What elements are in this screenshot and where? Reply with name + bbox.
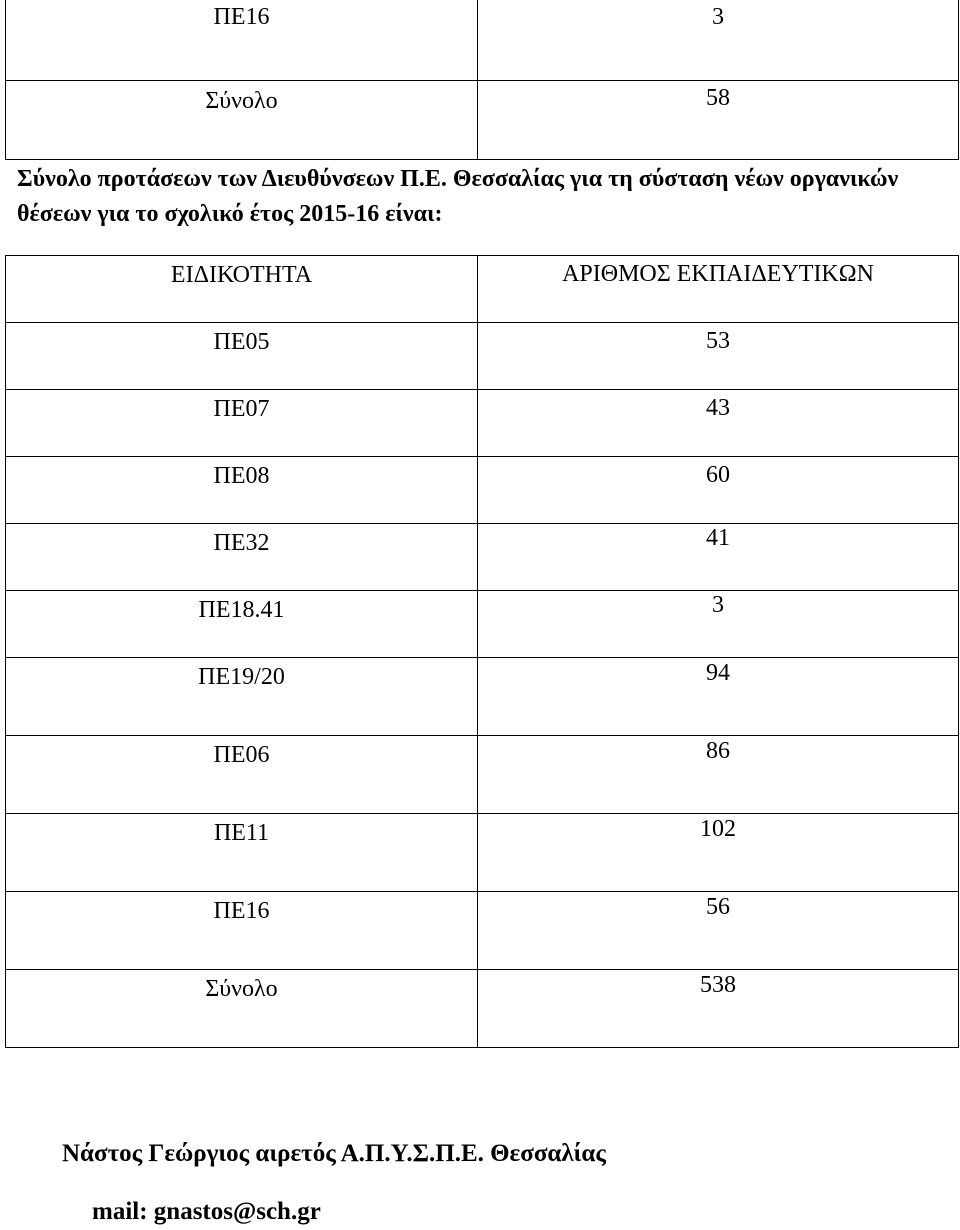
count-cell xyxy=(478,970,959,1048)
count-value: 3 xyxy=(712,592,724,618)
specialty-cell xyxy=(6,970,478,1048)
count-cell xyxy=(478,81,959,160)
specialty-cell xyxy=(6,658,478,736)
header-label: ΕΙΔΙΚΟΤΗΤΑ xyxy=(170,262,313,288)
main-table xyxy=(5,255,959,1048)
count-cell xyxy=(478,457,959,524)
count-value: 94 xyxy=(706,660,730,686)
specialty-cell xyxy=(6,81,478,160)
count-value: 58 xyxy=(706,85,730,111)
specialty-label: ΠΕ16 xyxy=(213,898,270,924)
specialty-cell xyxy=(6,814,478,892)
specialty-label: ΠΕ18.41 xyxy=(198,597,285,623)
column-header-count xyxy=(478,256,959,323)
count-value: 53 xyxy=(706,328,730,354)
table-row xyxy=(6,323,959,390)
specialty-cell xyxy=(6,591,478,658)
specialty-label: ΠΕ19/20 xyxy=(198,664,285,690)
count-cell xyxy=(478,591,959,658)
table-row xyxy=(6,390,959,457)
specialty-cell xyxy=(6,736,478,814)
specialty-cell xyxy=(6,457,478,524)
specialty-label: ΠΕ16 xyxy=(213,4,270,30)
count-cell xyxy=(478,736,959,814)
column-header-specialty xyxy=(6,256,478,323)
specialty-cell xyxy=(6,390,478,457)
specialty-label: ΠΕ07 xyxy=(213,396,270,422)
count-cell xyxy=(478,0,959,81)
specialty-cell xyxy=(6,524,478,591)
table-row xyxy=(6,591,959,658)
specialty-cell xyxy=(6,0,478,81)
specialty-label: ΠΕ06 xyxy=(213,742,270,768)
author-email: mail: gnastos@sch.gr xyxy=(92,1198,321,1225)
count-value: 43 xyxy=(706,395,730,421)
specialty-cell xyxy=(6,323,478,390)
count-value: 86 xyxy=(706,738,730,764)
count-cell xyxy=(478,524,959,591)
table-row xyxy=(6,892,959,970)
specialty-label: Σύνολο xyxy=(205,976,278,1002)
specialty-label: ΠΕ08 xyxy=(213,463,270,489)
count-cell xyxy=(478,814,959,892)
specialty-cell xyxy=(6,892,478,970)
table-row xyxy=(6,81,959,160)
specialty-label: ΠΕ05 xyxy=(213,329,270,355)
table-row xyxy=(6,814,959,892)
count-cell xyxy=(478,658,959,736)
specialty-label: ΠΕ32 xyxy=(213,530,270,556)
table-row xyxy=(6,524,959,591)
specialty-label: ΠΕ11 xyxy=(213,820,270,846)
header-label: ΑΡΙΘΜΟΣ ΕΚΠΑΙΔΕΥΤΙΚΩΝ xyxy=(562,261,874,287)
table-row xyxy=(6,658,959,736)
author-signature: Νάστος Γεώργιος αιρετός Α.Π.Υ.Σ.Π.Ε. Θεσσαλίας xyxy=(62,1140,606,1167)
table-row xyxy=(6,736,959,814)
specialty-label: Σύνολο xyxy=(205,88,278,114)
count-value: 41 xyxy=(706,525,730,551)
count-value: 538 xyxy=(700,972,736,998)
table-row xyxy=(6,0,959,81)
summary-text: Σύνολο προτάσεων των Διευθύνσεων Π.Ε. Θεσσαλίας για τη σύσταση νέων οργανικών θέσεων για το σχολικό έτος 2015-16 είναι: xyxy=(17,166,899,227)
table-header-row xyxy=(6,256,959,323)
count-cell xyxy=(478,323,959,390)
count-value: 3 xyxy=(712,4,724,30)
table-row xyxy=(6,970,959,1048)
count-value: 60 xyxy=(706,462,730,488)
count-value: 56 xyxy=(706,894,730,920)
count-value: 102 xyxy=(700,816,736,842)
count-cell xyxy=(478,892,959,970)
table-row xyxy=(6,457,959,524)
count-cell xyxy=(478,390,959,457)
top-table xyxy=(5,0,959,160)
